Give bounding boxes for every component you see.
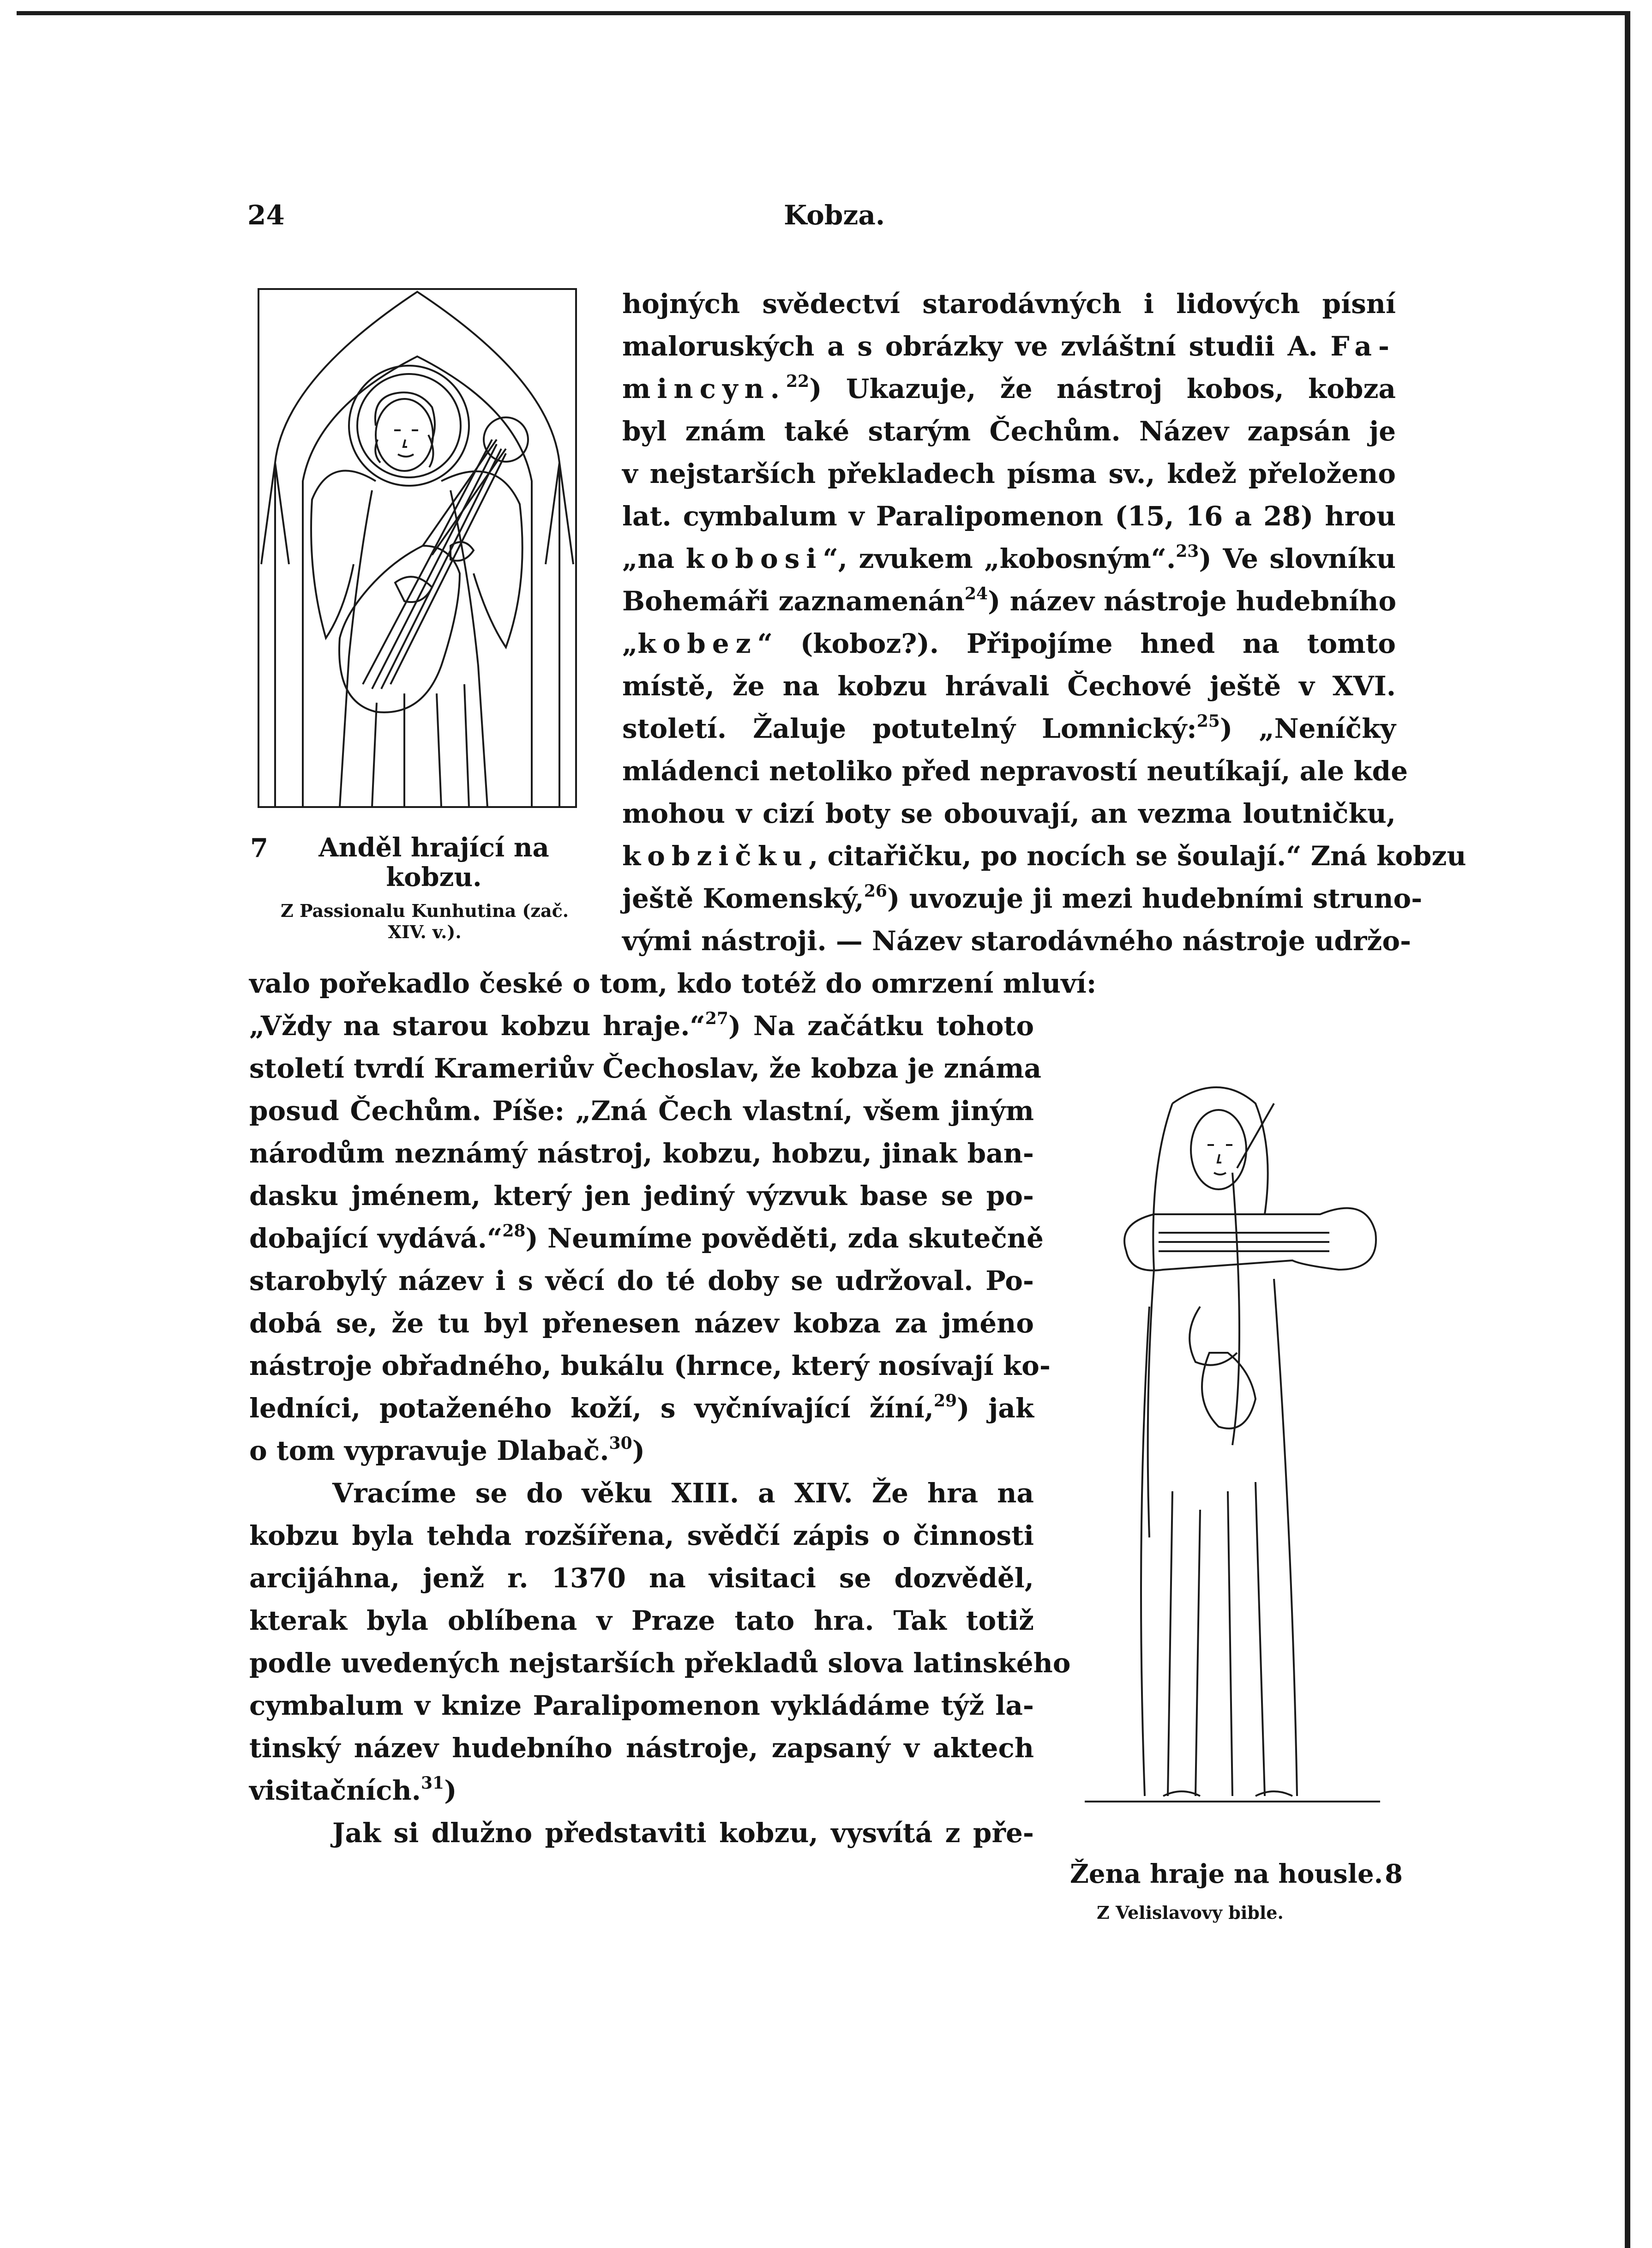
fig8-face	[1207, 1145, 1232, 1175]
text-line: kterak byla oblíbena v Praze tato hra. Tak totiž	[249, 1605, 1034, 1636]
text-line: století. Žaluje potutelný Lomnický:$^{25}$) „Neníčky	[622, 711, 1396, 744]
text-line: vými nástroji. — Název starodávného nástroje udržo-	[622, 925, 1412, 957]
fig7-strings	[363, 440, 506, 689]
figure-7-angel-illustration	[257, 287, 578, 809]
text-line: byl znám také starým Čechům. Název zapsán je	[622, 416, 1396, 447]
fig7-robe-folds	[372, 684, 469, 807]
page-frame-right	[1625, 11, 1630, 2248]
fig7-left-wing	[311, 471, 376, 639]
text-line: místě, že na kobzu hrávali Čechové ještě v XVI.	[622, 670, 1396, 702]
fig7-head	[376, 399, 433, 471]
text-line: o tom vypravuje Dlabač.$^{30}$)	[249, 1434, 645, 1466]
text-line: arcijáhna, jenž r. 1370 na visitaci se dozvěděl,	[249, 1562, 1034, 1594]
text-line: století tvrdí Krameriův Čechoslav, že kobza je známa	[249, 1053, 1042, 1084]
figure-7-source: Z Passionalu Kunhutina (zač. XIV. v.).	[281, 900, 569, 942]
fig8-arm	[1189, 1307, 1237, 1365]
page-number: 24	[247, 199, 285, 231]
text-line: tinský název hudebního nástroje, zapsaný v aktech	[249, 1732, 1034, 1764]
text-line: „na kobosi“, zvukem „kobosným“.$^{23}$) Ve slovníku	[622, 542, 1396, 574]
figure-7-number: 7	[250, 833, 268, 863]
footnote-ref: 28	[502, 1221, 526, 1241]
fig8-veil	[1148, 1087, 1268, 1537]
footnote-ref: 22	[786, 372, 810, 391]
text-line: nástroje obřadného, bukálu (hrnce, který nosívají ko-	[249, 1350, 1051, 1381]
text-line: mohou v cizí boty se obouvají, an vezma loutničku,	[622, 798, 1396, 829]
fig8-fiddle-strings	[1159, 1233, 1329, 1251]
figure-7-caption: Anděl hrající na kobzu.	[318, 832, 549, 892]
figure-8-number: 8	[1385, 1859, 1403, 1889]
text-line: starobylý název i s věcí do té doby se udržoval. Po-	[249, 1265, 1034, 1296]
text-line: podle uvedených nejstarších překladů slova latinského	[249, 1647, 1071, 1679]
text-line: ještě Komenský,$^{26}$) uvozuje ji mezi hudebními struno-	[622, 881, 1423, 914]
fig8-feet	[1163, 1791, 1292, 1796]
page-frame-top	[17, 11, 1628, 15]
figure-8-woman-illustration	[1080, 1076, 1385, 1814]
fig8-robe	[1141, 1279, 1297, 1796]
footnote-ref: 23	[1176, 542, 1199, 561]
running-head: Kobza.	[784, 199, 885, 231]
fig8-fiddle	[1124, 1208, 1376, 1271]
text-line: Bohemáři zaznamenán$^{24}$) název nástroje hudebního	[622, 584, 1397, 617]
text-line: dobající vydává.“$^{28}$) Neumíme pověděti, zda skutečně	[249, 1221, 1044, 1254]
text-line: dobá se, že tu byl přenesen název kobza za jméno	[249, 1308, 1034, 1339]
text-line: Vracíme se do věku XIII. a XIV. Že hra na	[332, 1477, 1034, 1509]
footnote-ref: 25	[1196, 711, 1220, 731]
text-line: mládenci netoliko před nepravostí neutíkají, ale kde	[622, 755, 1408, 787]
fig8-gourd	[1202, 1353, 1256, 1428]
text-line: kobzu byla tehda rozšířena, svědčí zápis o činnosti	[249, 1520, 1034, 1551]
text-line: dasku jménem, který jen jediný výzvuk base se po-	[249, 1180, 1034, 1211]
footnote-ref: 26	[864, 881, 887, 901]
text-line: cymbalum v knize Paralipomenon vykládáme týž la-	[249, 1690, 1034, 1721]
fig7-kobza-body	[339, 546, 460, 712]
text-line: kobzičku, citařičku, po nocích se šoulají.“ Zná kobzu	[622, 840, 1466, 872]
text-line: maloruských a s obrázky ve zvláštní studii A. Fa-	[622, 331, 1396, 362]
fig7-body	[340, 490, 487, 807]
text-line: „kobez“ (koboz?). Připojíme hned na tomto	[622, 628, 1396, 659]
text-line: lat. cymbalum v Paralipomenon (15, 16 a 28) hrou	[622, 500, 1396, 532]
text-line: „Vždy na starou kobzu hraje.“$^{27}$) Na začátku tohoto	[249, 1009, 1034, 1042]
footnote-ref: 29	[933, 1391, 957, 1410]
text-line: visitačních.$^{31}$)	[249, 1773, 457, 1806]
figure-8-source: Z Velislavovy bible.	[1097, 1902, 1284, 1923]
text-line: posud Čechům. Píše: „Zná Čech vlastní, všem jiným	[249, 1095, 1034, 1127]
text-line: hojných svědectví starodávných i lidových písní	[622, 288, 1396, 319]
footnote-ref: 30	[609, 1434, 632, 1453]
fig7-face	[394, 430, 418, 457]
text-line: Jak si dlužno představiti kobzu, vysvítá z pře-	[332, 1817, 1034, 1849]
fig7-halo-inner	[357, 374, 461, 477]
text-line: národům neznámý nástroj, kobzu, hobzu, jinak ban-	[249, 1138, 1034, 1169]
text-line: valo pořekadlo české o tom, kdo totéž do omrzení mluví:	[249, 968, 1097, 999]
text-line: v nejstarších překladech písma sv., kdež přeloženo	[622, 458, 1396, 489]
fig7-halo	[349, 366, 469, 486]
text-line: mincyn.$^{22}$) Ukazuje, že nástroj kobos, kobza	[622, 372, 1396, 404]
fig8-head	[1191, 1110, 1246, 1189]
figure-8-caption: Žena hraje na housle.	[1070, 1859, 1383, 1889]
text-line: ledníci, potaženého koží, s vyčnívající žíní,$^{29}$) jak	[249, 1391, 1034, 1424]
footnote-ref: 24	[964, 584, 988, 603]
footnote-ref: 31	[421, 1773, 445, 1793]
footnote-ref: 27	[705, 1009, 728, 1028]
